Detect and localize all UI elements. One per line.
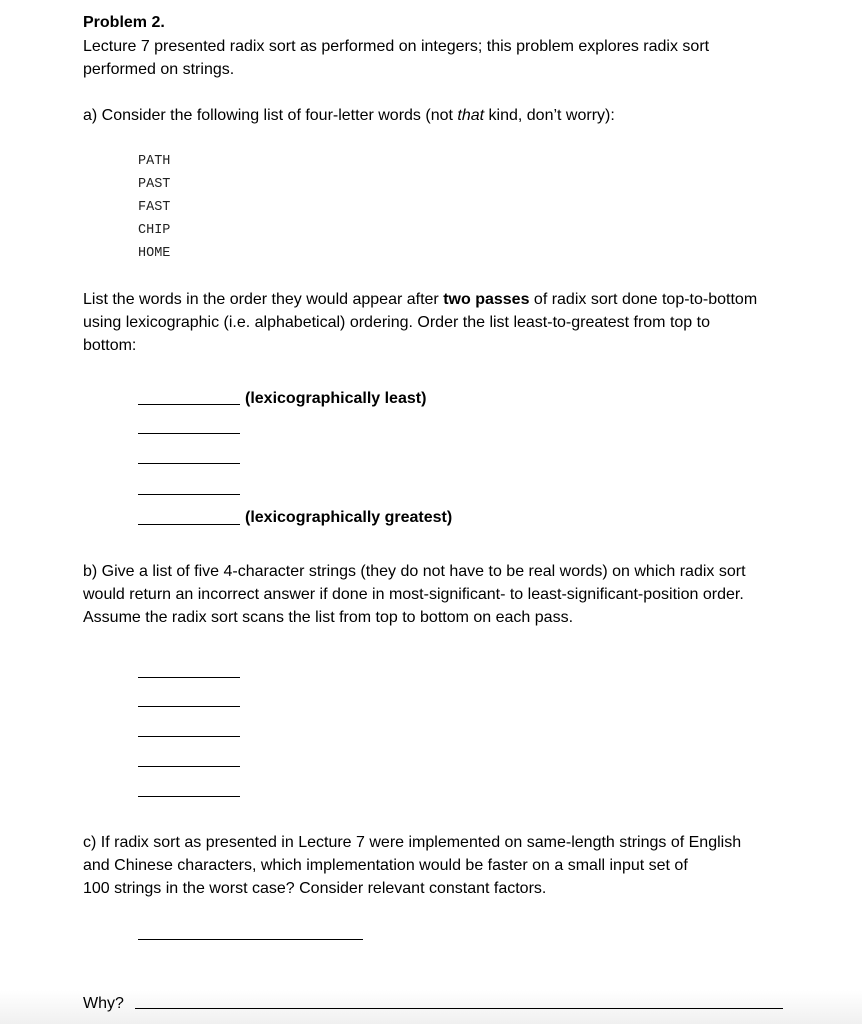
answer-blank-b-5[interactable] [138, 796, 240, 797]
answer-blank-a-2[interactable] [138, 433, 240, 434]
part-a-prompt-pre: a) Consider the following list of four-letter words (not [83, 107, 458, 124]
least-label: (lexicographically least) [245, 390, 427, 407]
answer-blank-a-1[interactable] [138, 404, 240, 405]
intro-line-2: performed on strings. [83, 61, 235, 78]
answer-blank-b-3[interactable] [138, 736, 240, 737]
part-a-question-line-1 [83, 288, 823, 311]
intro-line-1: Lecture 7 presented radix sort as performed on integers; this problem explores radix sort [83, 38, 710, 55]
why-answer-blank[interactable] [135, 1008, 783, 1009]
part-c-line-3: 100 strings in the worst case? Consider relevant constant factors. [83, 880, 547, 897]
word-list-item: PAST [138, 177, 171, 192]
answer-blank-a-4[interactable] [138, 494, 240, 495]
part-a-question-bold: two passes [443, 291, 530, 308]
answer-blank-b-1[interactable] [138, 677, 240, 678]
part-a-question-line-2: using lexicographic (i.e. alphabetical) ordering. Order the list least-to-greatest from top to [83, 314, 710, 331]
part-c-line-1: c) If radix sort as presented in Lecture 7 were implemented on same-length strings of English [83, 834, 742, 851]
part-a-prompt [83, 104, 803, 127]
part-a-question-line-3: bottom: [83, 337, 137, 354]
part-a-prompt-post: kind, don’t worry): [484, 107, 615, 124]
part-a-question-post: of radix sort done top-to-bottom [529, 291, 758, 308]
answer-blank-b-2[interactable] [138, 706, 240, 707]
why-label: Why? [83, 995, 124, 1012]
problem-title: Problem 2. [83, 14, 165, 31]
word-list-item: CHIP [138, 223, 171, 238]
part-a-prompt-emphasis: that [457, 107, 485, 124]
answer-blank-a-5[interactable] [138, 524, 240, 525]
word-list-item: FAST [138, 200, 171, 215]
answer-blank-b-4[interactable] [138, 766, 240, 767]
part-b-line-3: Assume the radix sort scans the list from top to bottom on each pass. [83, 609, 574, 626]
word-list-item: HOME [138, 246, 171, 261]
part-c-line-2: and Chinese characters, which implementation would be faster on a small input set of [83, 857, 688, 874]
greatest-label: (lexicographically greatest) [245, 509, 453, 526]
answer-blank-a-3[interactable] [138, 463, 240, 464]
part-b-line-1: b) Give a list of five 4-character strings (they do not have to be real words) on which radix sort [83, 563, 746, 580]
part-a-question-pre: List the words in the order they would appear after [83, 291, 444, 308]
answer-blank-c[interactable] [138, 939, 363, 940]
part-b-line-2: would return an incorrect answer if done in most-significant- to least-significant-position order. [83, 586, 744, 603]
word-list-item: PATH [138, 154, 171, 169]
